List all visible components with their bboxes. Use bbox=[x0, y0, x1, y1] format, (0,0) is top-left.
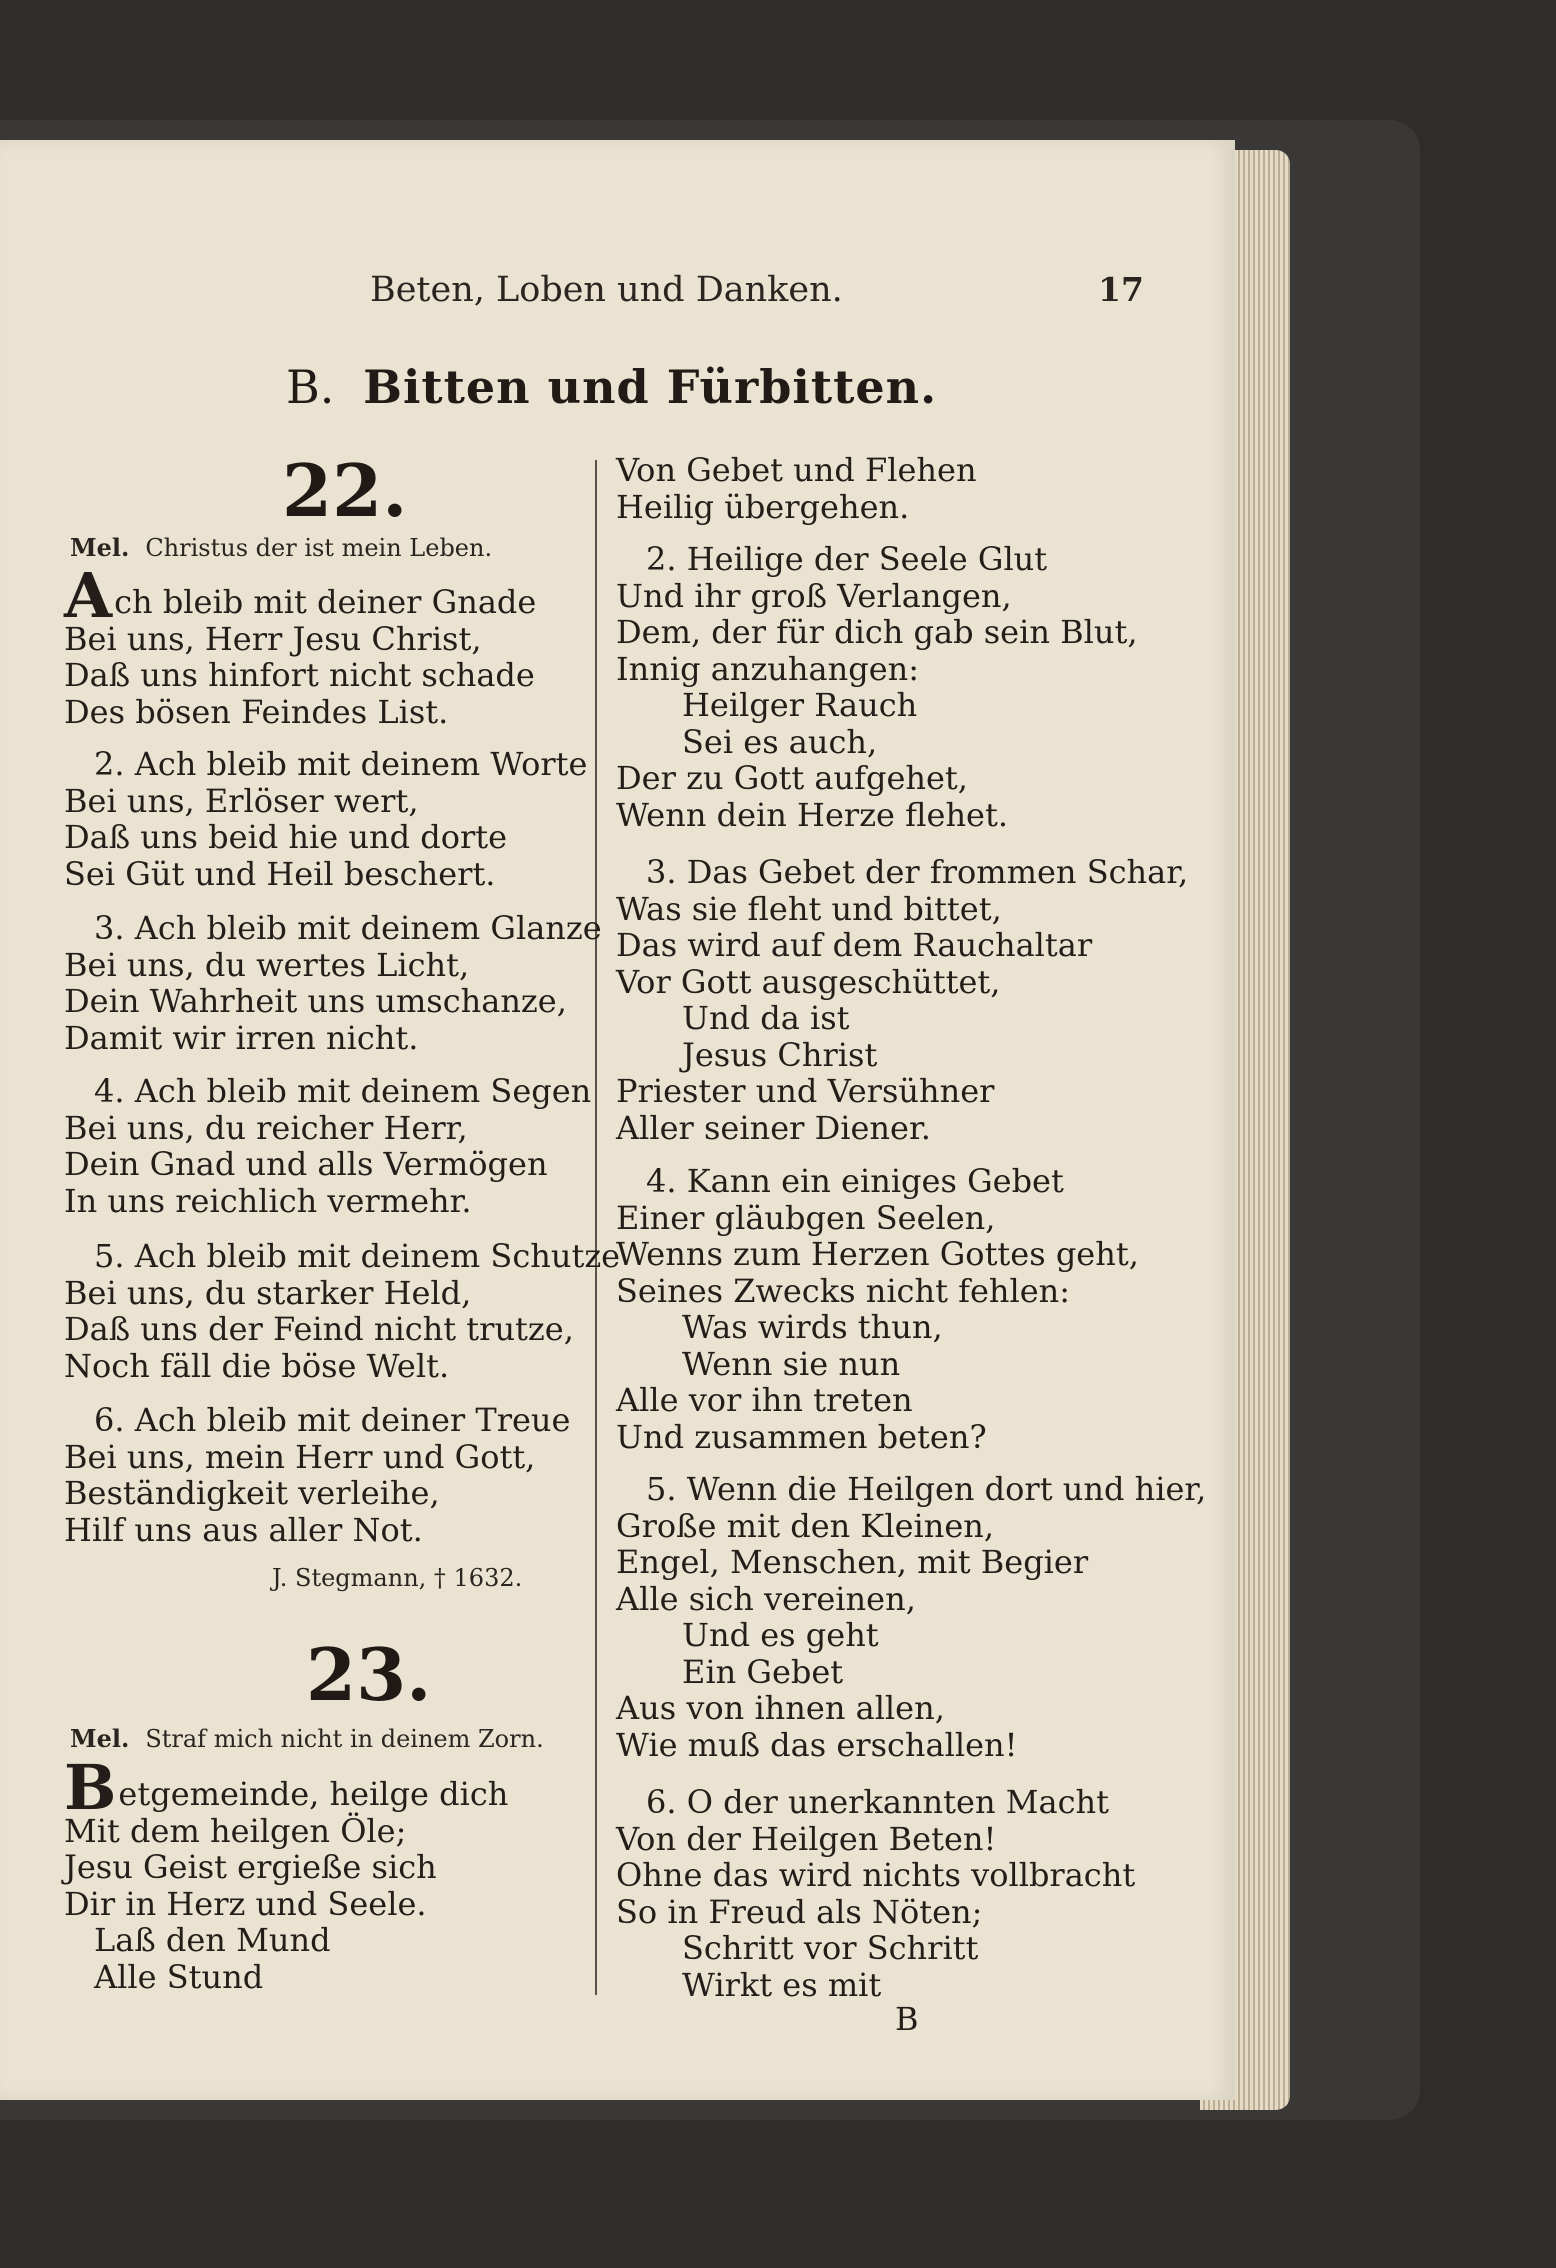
verse-line: Was wirds thun, bbox=[682, 1308, 943, 1346]
verse-line: 6. Ach bleib mit deiner Treue bbox=[94, 1401, 571, 1439]
verse-line: Ach bleib mit deiner Gnade bbox=[64, 559, 537, 632]
verse-line: Der zu Gott aufgehet, bbox=[616, 759, 968, 797]
verse-line: Das wird auf dem Rauchaltar bbox=[616, 926, 1093, 964]
verse-line: Von Gebet und Flehen bbox=[616, 451, 977, 489]
verse-line: Ein Gebet bbox=[682, 1652, 844, 1691]
hymn-22-verse-6 bbox=[64, 1402, 570, 1548]
verse-line: Dir in Herz und Seele. bbox=[64, 1884, 427, 1923]
verse-line: Bei uns, du reicher Herr, bbox=[64, 1108, 468, 1147]
verse-line: Bei uns, Herr Jesu Christ, bbox=[64, 619, 482, 658]
verse-line: Priester und Versühner bbox=[616, 1072, 995, 1110]
verse-line: Daß uns beid hie und dorte bbox=[64, 818, 508, 856]
verse-line: Hilf uns aus aller Not. bbox=[64, 1510, 423, 1549]
verse-line: Aller seiner Diener. bbox=[616, 1108, 931, 1147]
melody-title: Christus der ist mein Leben. bbox=[145, 534, 493, 562]
verse-line: Ohne das wird nichts vollbracht bbox=[616, 1856, 1136, 1894]
catchword: B bbox=[895, 2000, 919, 2038]
verse-line: Mit dem heilgen Öle; bbox=[64, 1811, 407, 1850]
verse-line: Daß uns hinfort nicht schade bbox=[64, 656, 535, 694]
verse-line: Bei uns, du wertes Licht, bbox=[64, 945, 470, 984]
verse-line: Was sie fleht und bittet, bbox=[616, 889, 1002, 928]
drop-cap: B bbox=[64, 1751, 117, 1824]
verse-line: Bei uns, Erlöser wert, bbox=[64, 781, 419, 820]
hymn-23-verse-6 bbox=[616, 1784, 1135, 2003]
verse-line: 5. Wenn die Heilgen dort und hier, bbox=[646, 1470, 1207, 1508]
verse-line: 4. Ach bleib mit deinem Segen bbox=[94, 1072, 592, 1110]
verse-line: Noch fäll die böse Welt. bbox=[64, 1346, 450, 1385]
section-name: Bitten und Fürbitten. bbox=[363, 360, 938, 414]
verse-line: Alle Stund bbox=[94, 1957, 264, 1996]
verse-line: Des bösen Feindes List. bbox=[64, 692, 449, 731]
verse-line: Jesus Christ bbox=[682, 1035, 878, 1074]
verse-line: Von der Heilgen Beten! bbox=[616, 1819, 997, 1858]
verse-line: 5. Ach bleib mit deinem Schutze bbox=[94, 1237, 621, 1275]
verse-line: 2. Ach bleib mit deinem Worte bbox=[94, 745, 588, 783]
hymn-23-verse-2 bbox=[616, 541, 1138, 833]
verse-line: Innig anzuhangen: bbox=[616, 649, 920, 688]
section-letter: B. bbox=[286, 360, 335, 414]
hymn-23-verse-1 bbox=[64, 1751, 509, 1996]
verse-line: Einer gläubgen Seelen, bbox=[616, 1198, 996, 1237]
verse-line: Sei es auch, bbox=[682, 722, 878, 761]
column-divider bbox=[595, 460, 597, 1995]
hymn-23-melody bbox=[70, 1724, 544, 1753]
verse-line: Wie muß das erschallen! bbox=[616, 1725, 1018, 1764]
verse-line: Heilger Rauch bbox=[682, 686, 918, 724]
verse-line: Sei Güt und Heil beschert. bbox=[64, 854, 496, 893]
verse-line: Wirkt es mit bbox=[682, 1965, 882, 2004]
verse-line: Wenn dein Herze flehet. bbox=[616, 795, 1009, 834]
hymn-22-melody bbox=[70, 533, 492, 562]
verse-line: Große mit den Kleinen, bbox=[616, 1506, 995, 1545]
hymn-22-author: J. Stegmann, † 1632. bbox=[272, 1564, 523, 1592]
verse-line: Jesu Geist ergieße sich bbox=[64, 1848, 437, 1886]
hymn-23-verse-5 bbox=[616, 1471, 1206, 1763]
verse-line: Engel, Menschen, mit Begier bbox=[616, 1543, 1089, 1581]
hymn-23-verse-4 bbox=[616, 1163, 1139, 1455]
verse-line: Dein Gnad und alls Vermögen bbox=[64, 1145, 548, 1183]
verse-line: Wenns zum Herzen Gottes geht, bbox=[616, 1235, 1139, 1273]
melody-label: Mel. bbox=[70, 1724, 130, 1753]
melody-title: Straf mich nicht in deinem Zorn. bbox=[145, 1725, 544, 1753]
verse-line: Daß uns der Feind nicht trutze, bbox=[64, 1310, 574, 1348]
verse-line: Heilig übergehen. bbox=[616, 487, 910, 526]
verse-line: Damit wir irren nicht. bbox=[64, 1018, 419, 1057]
verse-line: 4. Kann ein einiges Gebet bbox=[646, 1162, 1064, 1200]
verse-line: Beständigkeit verleihe, bbox=[64, 1474, 440, 1512]
verse-line: Dem, der für dich gab sein Blut, bbox=[616, 613, 1138, 651]
hymn-22-verse-3 bbox=[64, 910, 602, 1056]
verse-line: 3. Das Gebet der frommen Schar, bbox=[646, 853, 1189, 891]
hymn-22-verse-4 bbox=[64, 1073, 591, 1219]
page-number: 17 bbox=[1098, 270, 1144, 309]
hymn-23-verse-3 bbox=[616, 854, 1188, 1146]
verse-line: Bei uns, mein Herr und Gott, bbox=[64, 1437, 536, 1476]
verse-line: Alle sich vereinen, bbox=[616, 1579, 916, 1618]
verse-line: Aus von ihnen allen, bbox=[616, 1689, 945, 1727]
verse-line: Und ihr groß Verlangen, bbox=[616, 576, 1012, 615]
verse-line: Dein Wahrheit uns umschanze, bbox=[64, 982, 567, 1020]
hymn-number-23: 23. bbox=[306, 1632, 432, 1717]
verse-line: Betgemeinde, heilge dich bbox=[64, 1751, 509, 1824]
hymn-23-verse-1-continued bbox=[616, 452, 977, 525]
verse-line: Laß den Mund bbox=[94, 1921, 331, 1959]
verse-line: 2. Heilige der Seele Glut bbox=[646, 540, 1048, 578]
verse-line: Alle vor ihn treten bbox=[616, 1381, 913, 1419]
hymn-number-22: 22. bbox=[282, 448, 408, 533]
running-head: Beten, Loben und Danken. bbox=[370, 270, 843, 310]
verse-line: Schritt vor Schritt bbox=[682, 1929, 979, 1967]
drop-cap: A bbox=[64, 559, 113, 632]
verse-line: Vor Gott ausgeschüttet, bbox=[616, 962, 1001, 1001]
verse-line: In uns reichlich vermehr. bbox=[64, 1181, 472, 1220]
hymn-22-verse-5 bbox=[64, 1238, 620, 1384]
verse-line: Und da ist bbox=[682, 999, 850, 1037]
verse-line: Wenn sie nun bbox=[682, 1344, 901, 1383]
hymn-22-verse-2 bbox=[64, 746, 587, 892]
verse-line: 6. O der unerkannten Macht bbox=[646, 1783, 1109, 1821]
verse-line: Und zusammen beten? bbox=[616, 1417, 987, 1456]
verse-line: Bei uns, du starker Held, bbox=[64, 1273, 472, 1312]
verse-line: Seines Zwecks nicht fehlen: bbox=[616, 1271, 1071, 1310]
melody-label: Mel. bbox=[70, 533, 130, 562]
section-title bbox=[286, 360, 937, 414]
hymn-22-verse-1 bbox=[64, 559, 537, 731]
verse-line: 3. Ach bleib mit deinem Glanze bbox=[94, 909, 602, 947]
verse-line: So in Freud als Nöten; bbox=[616, 1892, 983, 1931]
verse-line: Und es geht bbox=[682, 1616, 879, 1654]
